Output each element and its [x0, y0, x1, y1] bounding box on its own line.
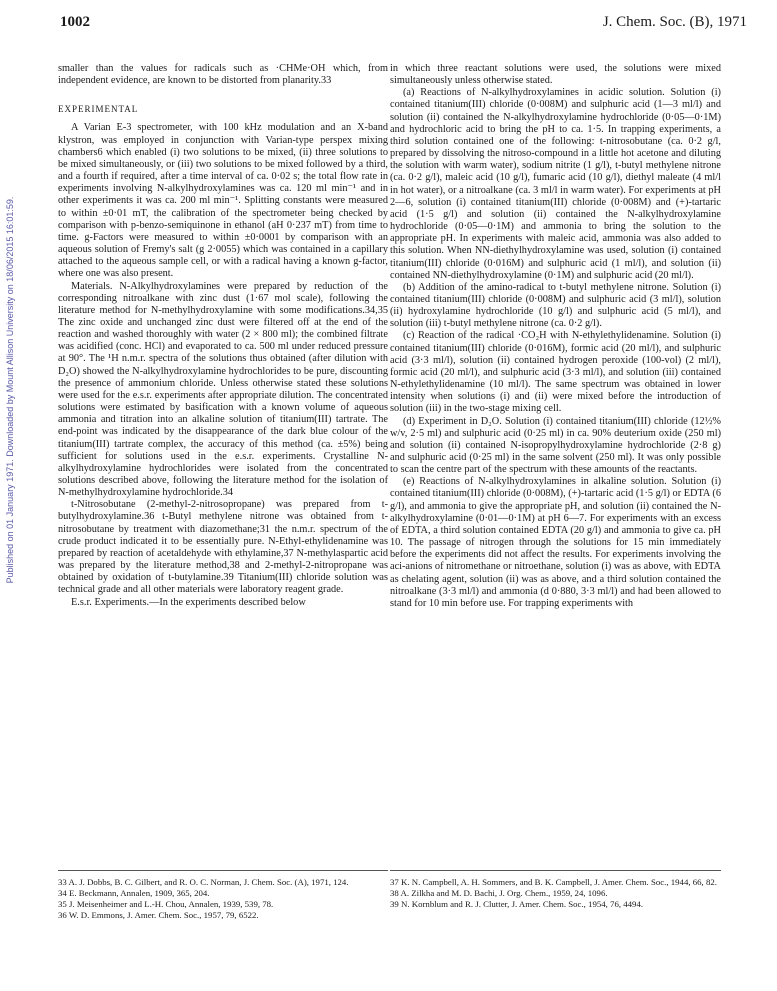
intro-paragraph: smaller than the values for radicals such as ·CHMe·OH which, from independent evidence, are known to be distorted from planarity.33	[58, 63, 388, 87]
paragraph: (a) Reactions of N-alkylhydroxylamines in acidic solution. Solution (i) contained titanium(III) chloride (0·008M) and sulphuric acid (1—3 ml/l) and solution (ii) contained the N-alkylhydroxylamine hydrochloride (0·05—0·1M) and hydrochloric acid to bring the pH to ca. 1·5. In trapping experiments, a third solution contained one of the following: t-nitrosobutane (ca. 0·2 g/l, prepared by dissolving the nitroso-compound in a little hot acetone and diluting the solution with warm water), sodium nitrite (1 g/l), t-butyl methylene nitrone (ca. 0·2 g/l), maleic acid (10 g/l), fumaric acid (10 g/l), diethyl maleate (4 ml/l in hot water), or a nitroalkane (ca. 3 ml/l in warm water). For experiments at pH 2—6, solution (i) contained titanium(III) chloride (0·008M) and (+)-tartaric acid (1·5 g/l) and solution (ii) contained the N-alkylhydroxylamine hydrochloride (0·05—0·1M) and ammonia to bring the solution to the appropriate pH. In experiments with maleic acid, ammonia was also added to this solution. When NN-diethylhydroxylamine was used, solution (i) contained titanium(III) chloride (0·016M) and sulphuric acid (1 ml/l), and solution (ii) contained NN-diethylhydroxylamine (0·1M) and sulphuric acid (20 ml/l).	[390, 87, 721, 281]
footnotes-left	[58, 870, 388, 921]
footnote: 34 E. Beckmann, Annalen, 1909, 365, 204.	[58, 888, 210, 898]
paragraph: E.s.r. Experiments.—In the experiments described below	[71, 596, 306, 608]
right-column	[390, 63, 721, 610]
paragraph: (c) Reaction of the radical ·CO₂H with N-ethylethylidenamine. Solution (i) contained titanium(III) chloride (0·016M), formic acid (20 ml/l), and sulphuric acid (3·3 ml/l), solution (ii) contained hydrogen peroxide (100-vol) (2 ml/l), formic acid (20 ml/l), and sulphuric acid (3·3 ml/l), and solution (iii) contained N-ethylethylidenamine (10 ml/l). The same spectrum was obtained in lower intensity when solutions (i) and (ii) were mixed before the introduction of solution (iii) in the two-stage mixing cell.	[390, 330, 721, 415]
download-watermark-text: Published on 01 January 1971. Downloaded by Mount Allison University on 18/06/2015 16:01:59.	[5, 196, 15, 584]
footnote: 33 A. J. Dobbs, B. C. Gilbert, and R. O. C. Norman, J. Chem. Soc. (A), 1971, 124.	[58, 877, 349, 887]
journal-header: J. Chem. Soc. (B), 1971	[602, 14, 747, 30]
paragraph: (d) Experiment in D₂O. Solution (i) contained titanium(III) chloride (12½% w/v, 2·5 ml) and sulphuric acid (0·25 ml) in ca. 90% deuterium oxide (250 ml) and solution (ii) contained N-isopropylhydroxylamine hydrochloride (2·8 g) and sulphuric acid (0·25 ml) in the same solvent (250 ml). It was only possible to scan the centre part of the spectrum with these amounts of the reactants.	[390, 415, 721, 476]
download-watermark[interactable]	[3, 150, 17, 630]
footnote: 35 J. Meisenheimer and L.-H. Chou, Annalen, 1939, 539, 78.	[58, 899, 274, 909]
page-number: 1002	[60, 14, 90, 30]
footnotes-right	[390, 870, 721, 910]
left-column	[58, 63, 388, 609]
paragraph: in which three reactant solutions were used, the solutions were mixed simultaneously unless otherwise stated.	[390, 63, 721, 87]
footnote: 38 A. Zilkha and M. D. Bachi, J. Org. Chem., 1959, 24, 1096.	[390, 888, 608, 898]
section-heading: EXPERIMENTAL	[58, 104, 139, 115]
paragraph: t-Nitrosobutane (2-methyl-2-nitrosopropane) was prepared from t-butylhydroxylamine.36 t-Butyl methylene nitrone was obtained from t-nitrosobutane by treatment with diazomethane;31 the n.m.r. spectrum of the crude product indicated it to be essentially pure. N-Ethyl-ethylidenamine was prepared by reaction of acetaldehyde with ethylamine,37 N-methylaspartic acid was prepared by the literature method,38 and 2-methyl-2-nitropropane was obtained by oxidation of t-butylamine.39 Titanium(III) chloride solution was technical grade and all other materials were laboratory reagent grade.	[58, 499, 388, 596]
footnote: 37 K. N. Campbell, A. H. Sommers, and B. K. Campbell, J. Amer. Chem. Soc., 1944, 66, 82.	[390, 877, 717, 887]
paragraph: Materials. N-Alkylhydroxylamines were prepared by reduction of the corresponding nitroalkane with zinc dust (1·67 mol scale), following the literature method for N-methylhydroxylamine with some modifications.34,35 The zinc oxide and unchanged zinc dust were filtered off at the end of the reaction and washed thoroughly with water (2 × 800 ml); the combined filtrate was acidified (conc. HCl) and evaporated to ca. 500 ml under reduced pressure at 90°. The ¹H n.m.r. spectra of the solutions thus obtained (after dilution with D₂O) showed the N-alkylhydroxylamine hydrochlorides to be pure, discounting the presence of ammonium chloride. Unless otherwise stated these solutions were used for the e.s.r. experiments after appropriate dilution. The concentrated solutions were estimated by basification with a known volume of aqueous ammonia and titration into an alkaline solution of titanium(III) tartrate. The end-point was indicated by the disappearance of the dark blue colour of the titanium(III) tartrate complex, the accuracy of this method (ca. ±5%) being sufficient for solutions used in the e.s.r. experiments. Crystalline N-alkylhydroxylamine hydrochlorides were isolated from the concentrated solutions described above, following the literature method for the isolation of N-methylhydroxylamine hydrochloride.34	[58, 280, 388, 499]
paragraph: (b) Addition of the amino-radical to t-butyl methylene nitrone. Solution (i) contained titanium(III) chloride (0·008M) and sulphuric acid (3 ml/l), solution (ii) hydroxylamine hydrochloride (10 g/l) and sulphuric acid (5 ml/l), and solution (iii) t-butyl methylene nitrone (ca. 0·2 g/l).	[390, 281, 721, 330]
footnote: 36 W. D. Emmons, J. Amer. Chem. Soc., 1957, 79, 6522.	[58, 910, 259, 920]
paragraph: (e) Reactions of N-alkylhydroxylamines in alkaline solution. Solution (i) contained titanium(III) chloride (0·008M), (+)-tartaric acid (1·5 g/l) or EDTA (6 g/l), and ammonia to give the appropriate pH, and solution (ii) contained the N-alkylhydroxylamine (0·01—0·1M) at pH 6—7. For experiments with an excess of EDTA, a third solution contained EDTA (20 g/l) and ammonia to give ca. pH 10. The passage of nitrogen through the solutions for 15 min immediately before the experiments did not affect the results. For experiments involving the aci-anions of nitromethane or nitroethane, solution (i) was as above, with EDTA as chelating agent, solution (ii) was as above, and a third solution contained the nitroalkane (3·3 ml/l) and ammonia (d 0·880, 3·3 ml/l) and had been allowed to stand for 10 min before use. For trapping experiments with	[390, 476, 721, 609]
footnote: 39 N. Kornblum and R. J. Clutter, J. Amer. Chem. Soc., 1954, 76, 4494.	[390, 899, 644, 909]
paragraph: A Varian E-3 spectrometer, with 100 kHz modulation and an X-band klystron, was employed in conjunction with Varian-type perspex mixing chambers6 which enabled (i) two solutions to be mixed, (ii) three solutions to be mixed simultaneously, or (iii) two solutions to be mixed followed by a third, and a fourth if required, after a time interval of ca. 0·02 s; the total flow rate in experiments involving N-alkylhydroxylamines was ca. 120 ml min⁻¹ and in other experiments it was ca. 200 ml min⁻¹. Splitting constants were measured to within ±0·01 mT, the calibration of the spectrometer being checked by comparison with p-benzo-semiquinone in ethanol (aH 0·237 mT) from time to time. g-Factors were measured to within ±0·0001 by comparison with an aqueous solution of Fremy's salt (g 2·0055) which was contained in a capillary attached to the aqueous sample cell, or with a radical having a known g-factor, where one was also present.	[58, 122, 388, 280]
